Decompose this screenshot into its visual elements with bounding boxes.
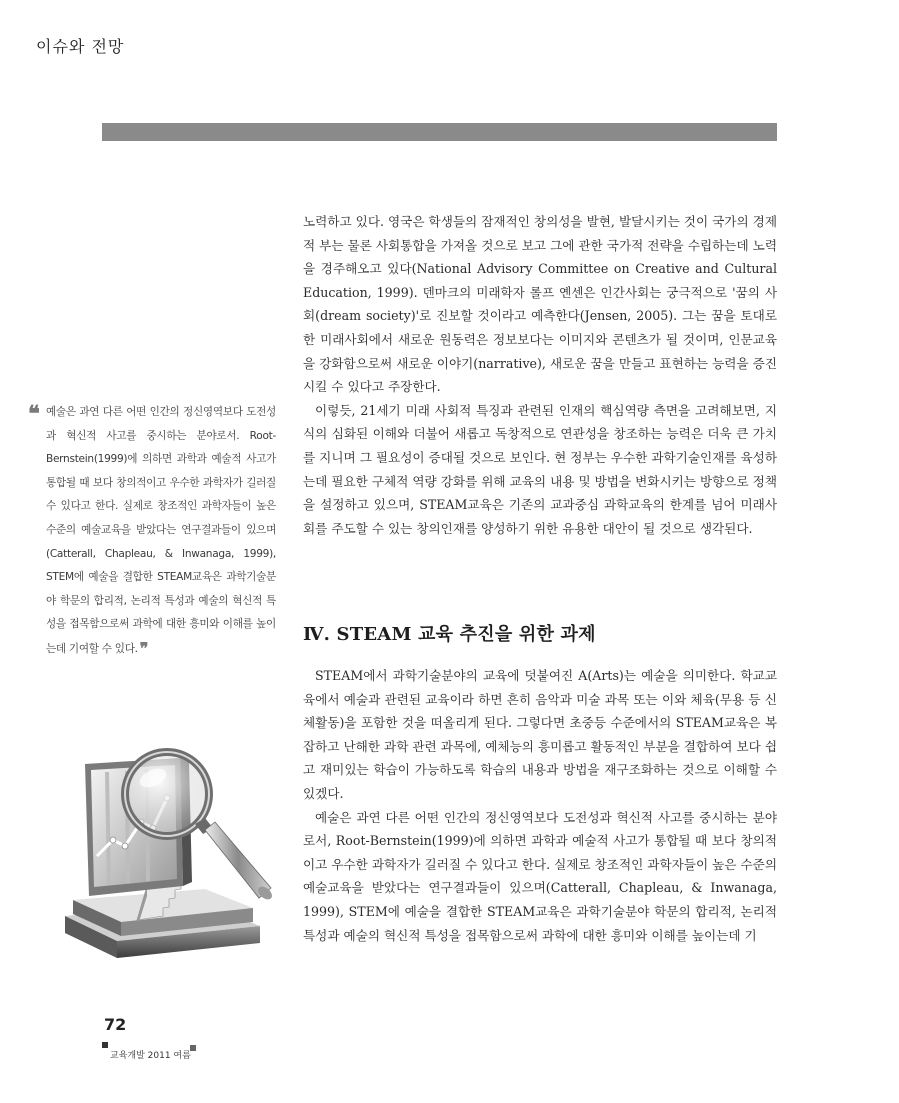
pull-quote-text — [28, 401, 276, 662]
body-paragraph: STEAM에서 과학기술분야의 교육에 덧붙여진 A(Arts)는 예술을 의미한다. 학교교육에서 예술과 관련된 교육이라 하면 흔히 음악과 미술 과목 또는 이와 체육(무용 등 신체활동)을 포함한 것을 떠올리게 된다. 그렇다면 초중등 수준에서의 STEAM교육은 복잡하고 난해한 과학 관련 과목에, 예체능의 흥미롭고 활동적인 부분을 결합하여 보다 쉽고 재미있는 학습이 가능하도록 학습의 내용과 방법을 재구조화하는 것으로 이해할 수 있겠다. — [303, 668, 777, 801]
body-paragraph: 예술은 과연 다른 어떤 인간의 정신영역보다 도전성과 혁신적 사고를 중시하는 분야로서, Root-Bernstein(1999)에 의하면 과학과 예술적 사고가 통합될 때 보다 창의적이고 우수한 과학자가 길러질 수 있다고 한다. 실제로 창조적인 과학자들이 높은 수준의 예술교육을 받았다는 연구결과들이 있으며(Catterall, Chapleau, & Inwanaga, 1999), STEM에 예술을 결합한 STEAM교육은 과학기술분야 학문의 합리적, 논리적 특성과 예술의 혁신적 특성을 접목함으로써 과학에 대한 흥미와 이해를 높이는데 기 — [303, 809, 777, 943]
page-number: 72 — [104, 1015, 127, 1034]
body-column-top — [303, 210, 777, 540]
section-heading: Ⅳ. STEAM 교육 추진을 위한 과제 — [303, 624, 596, 645]
section-label: 이슈와 전망 — [36, 37, 125, 56]
header-bar — [102, 123, 777, 141]
magnifier-over-chart-on-books-icon — [55, 736, 285, 961]
publication-name: 교육개발 2011 여름 — [110, 1051, 191, 1061]
pull-quote-body: 예술은 과연 다른 어떤 인간의 정신영역보다 도전성과 혁신적 사고를 중시하는 분야로서. Root-Bernstein(1999)에 의하면 과학과 예술적 사고가 통합될 때 보다 창의적이고 우수한 과학자가 길러질 수 있다고 한다. 실제로 창조적인 과학자들이 높은 수준의 예술교육을 받았다는 연구결과들이 있으며(Catterall, Chapleau, & Inwanaga, 1999), STEM에 예술을 결합한 STEAM교육은 과학기술분야 학문의 합리적, 논리적 특성과 예술의 혁신적 특성을 접목함으로써 과학에 대한 흥미와 이해를 높이는데 기여할 수 있다. — [46, 406, 276, 655]
open-quote-icon: ❝ — [28, 401, 40, 427]
pull-quote — [28, 401, 276, 662]
close-quote-icon: ❞ — [139, 638, 149, 658]
body-paragraph: 이렇듯, 21세기 미래 사회적 특징과 관련된 인재의 핵심역량 측면을 고려해보면, 지식의 심화된 이해와 더불어 새롭고 독창적으로 연관성을 창조하는 능력은 더욱 큰 가치를 지니며 그 필요성이 증대될 것으로 보인다. 현 정부는 우수한 과학기술인재를 육성하는데 필요한 구체적 역량 강화를 위해 교육의 내용 및 방법을 변화시키는 방향으로 정책을 설정하고 있으며, STEAM교육은 기존의 교과중심 과학교육의 한계를 넘어 미래사회를 주도할 수 있는 창의인재를 양성하기 위한 유용한 대안이 될 것으로 생각된다. — [303, 402, 777, 536]
footer-square-icon — [190, 1045, 196, 1051]
body-column-bottom — [303, 664, 777, 947]
footer-square-icon — [102, 1042, 108, 1048]
body-paragraph: 노력하고 있다. 영국은 학생들의 잠재적인 창의성을 발현, 발달시키는 것이 국가의 경제적 부는 물론 사회통합을 가져올 것으로 보고 그에 관한 국가적 전략을 수립하는데 노력을 경주해오고 있다(National Advisory Committee on Creative and Cultural Education, 1999). 덴마크의 미래학자 롤프 옌센은 인간사회는 궁극적으로 '꿈의 사회(dream society)'로 진보할 것이라고 예측한다(Jensen, 2005). 그는 꿈을 토대로 한 미래사회에서 새로운 원동력은 정보보다는 이미지와 콘텐츠가 될 것이며, 인문교육을 강화함으로써 새로운 이야기(narrative), 새로운 꿈을 만들고 표현하는 능력을 증진시킬 수 있다고 주장한다. — [303, 214, 777, 395]
